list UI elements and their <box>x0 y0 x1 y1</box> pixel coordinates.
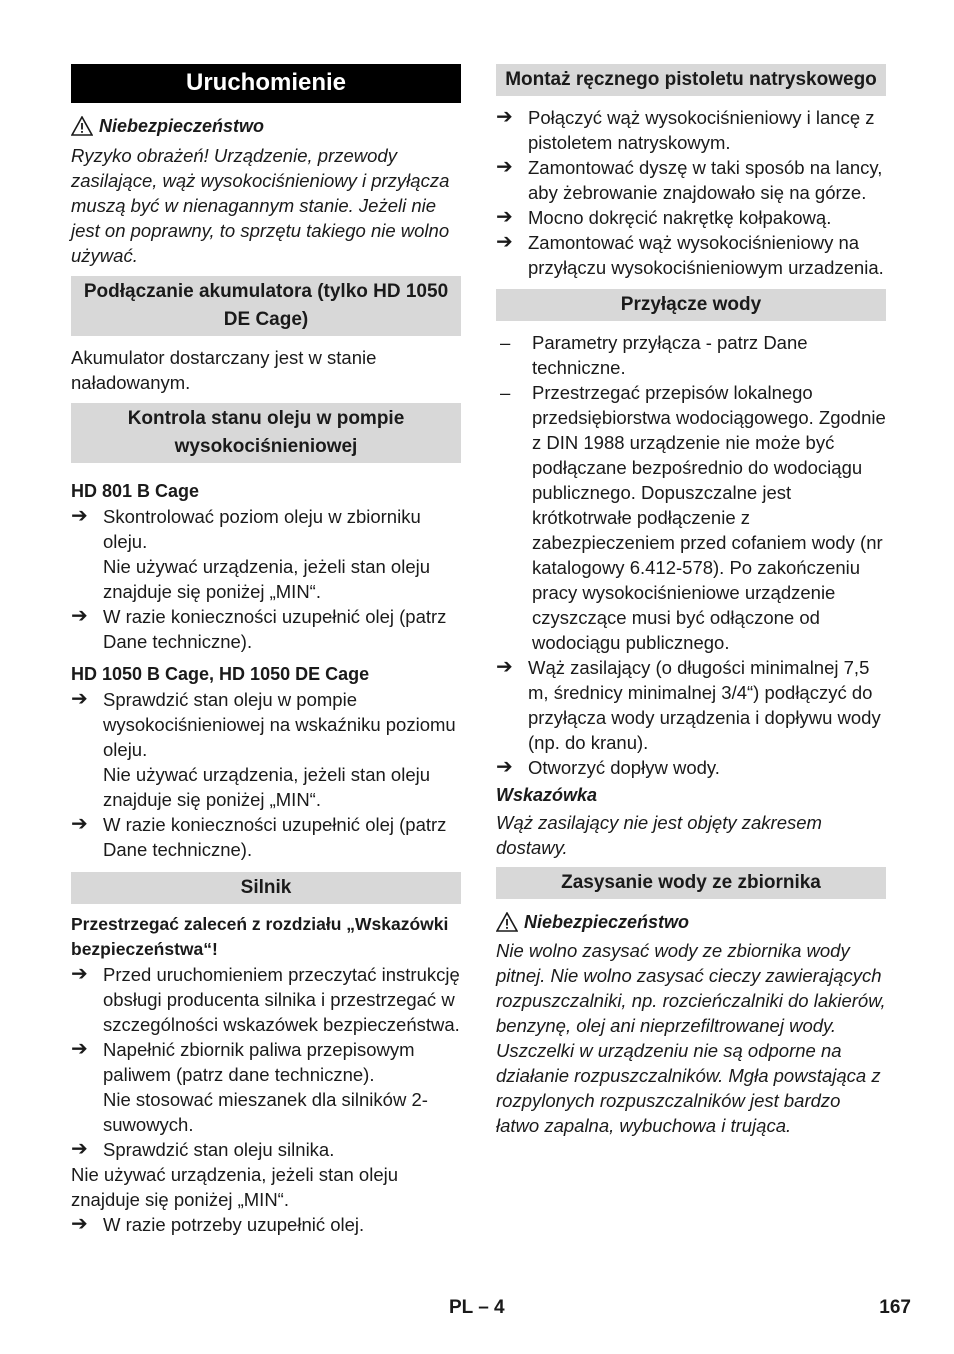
list-item <box>71 504 461 554</box>
list-item-text: Zamontować dyszę w taki sposób na lancy, aby żebrowanie znajdowało się na górze. <box>528 157 883 203</box>
list-item-text: W razie konieczności uzupełnić olej (patrz Dane techniczne). <box>103 814 447 860</box>
list-item-text: W razie potrzeby uzupełnić olej. <box>103 1214 365 1235</box>
arrow-right-icon: ➔ <box>71 505 88 527</box>
arrow-right-icon: ➔ <box>496 756 513 778</box>
page-title: Uruchomienie <box>71 64 461 103</box>
danger-label: Niebezpieczeństwo <box>99 116 265 136</box>
list-item-text: Wąż zasilający (o długości minimalnej 7,5 m, średnicy minimalnej 3/4“) podłączyć do przyłącza wody urządzenia i dopływu wody (np. do kranu). <box>528 657 881 753</box>
arrow-right-icon: ➔ <box>71 1213 88 1235</box>
danger-label: Niebezpieczeństwo <box>524 912 690 932</box>
section-water-heading: Przyłącze wody <box>496 289 886 321</box>
battery-text: Akumulator dostarczany jest w stanie naładowanym. <box>71 347 377 393</box>
arrow-right-icon: ➔ <box>71 688 88 710</box>
page-number: 167 <box>879 1297 911 1318</box>
dash-bullet: – <box>500 382 511 403</box>
note-text: Nie stosować mieszanek dla silników 2-suwowych. <box>103 1089 428 1135</box>
list-item <box>71 687 461 762</box>
left-column <box>71 64 461 1237</box>
model-hd801-heading: HD 801 B Cage <box>71 481 200 501</box>
arrow-right-icon: ➔ <box>496 106 513 128</box>
danger-heading <box>71 114 461 138</box>
list-item-text: Zamontować wąż wysokociśnieniowy na przyłączu wysokociśnieniowym urzadzenia. <box>528 232 884 278</box>
list-item <box>496 105 886 155</box>
engine-after-text: Nie używać urządzenia, jeżeli stan oleju znajduje się poniżej „MIN“. <box>71 1164 399 1210</box>
list-item <box>71 1137 461 1162</box>
hint-label: Wskazówka <box>496 785 598 805</box>
list-item <box>496 380 886 655</box>
list-item-text: Przed uruchomieniem przeczytać instrukcję obsługi producenta silnika i przestrzegać w szczególności wskazówek bezpieczeństwa. <box>103 964 460 1035</box>
list-item-text: Parametry przyłącza - patrz Dane techniczne. <box>532 332 808 378</box>
arrow-right-icon: ➔ <box>496 656 513 678</box>
list-item <box>496 205 886 230</box>
model-hd1050-heading: HD 1050 B Cage, HD 1050 DE Cage <box>71 664 370 684</box>
list-item <box>496 230 886 280</box>
section-engine-heading: Silnik <box>71 872 461 904</box>
list-item <box>71 812 461 862</box>
list-item <box>71 1212 461 1237</box>
list-item <box>496 755 886 780</box>
danger-text: Nie wolno zasysać wody ze zbiornika wody pitnej. Nie wolno zasysać cieczy zawierających rozpuszczalniki, np. rozcieńczalniki do lakierów, benzynę, olej ani nieprzefiltrowanej wody. Uszczelki w urządzeniu nie są odporne na działanie rozpuszczalników. Mgła powstająca z rozpylonych rozpuszczalników jest bardzo łatwo zapalna, wybuchowa i trująca. <box>496 940 886 1136</box>
arrow-right-icon: ➔ <box>71 1138 88 1160</box>
list-item-text: W razie konieczności uzupełnić olej (patrz Dane techniczne). <box>103 606 447 652</box>
list-item <box>496 330 886 380</box>
arrow-right-icon: ➔ <box>496 156 513 178</box>
arrow-right-icon: ➔ <box>71 605 88 627</box>
warning-triangle-icon <box>71 116 93 136</box>
list-item-text: Sprawdzić stan oleju w pompie wysokociśnieniowej na wskaźniku poziomu oleju. <box>103 689 456 760</box>
section-gun-heading: Montaż ręcznego pistoletu natryskowego <box>496 64 886 96</box>
section-oil-heading: Kontrola stanu oleju w pompie wysokociśnieniowej <box>71 403 461 463</box>
arrow-right-icon: ➔ <box>496 206 513 228</box>
list-item <box>496 155 886 205</box>
list-item <box>496 655 886 755</box>
arrow-right-icon: ➔ <box>71 963 88 985</box>
dash-bullet: – <box>500 332 511 353</box>
engine-note: Przestrzegać zaleceń z rozdziału „Wskazówki bezpieczeństwa“! <box>71 914 449 959</box>
list-item-text: Mocno dokręcić nakrętkę kołpakową. <box>528 207 832 228</box>
section-battery-heading: Podłączanie akumulatora (tylko HD 1050 DE Cage) <box>71 276 461 336</box>
list-item <box>71 962 461 1037</box>
warning-triangle-icon <box>496 912 518 932</box>
right-column <box>496 64 886 1138</box>
list-item-text: Przestrzegać przepisów lokalnego przedsiębiorstwa wodociągowego. Zgodnie z DIN 1988 urządzenie nie może być podłączane bezpośrednio do wodociągu publicznego. Dopuszczalne jest krótkotrwałe podłączenie z zabezpieczeniem przed cofaniem wody (nr katalogowy 6.412-578). Po zakończeniu pracy wysokociśnieniowe urządzenie czyszczące musi być odłączone od wodociągu publicznego. <box>532 382 886 653</box>
arrow-right-icon: ➔ <box>71 813 88 835</box>
note-text: Nie używać urządzenia, jeżeli stan oleju znajduje się poniżej „MIN“. <box>103 764 431 810</box>
danger-heading <box>496 910 886 934</box>
hint-text: Wąż zasilający nie jest objęty zakresem dostawy. <box>496 812 822 858</box>
danger-text: Ryzyko obrażeń! Urządzenie, przewody zasilające, wąż wysokociśnieniowy i przyłącza muszą być w nienagannym stanie. Jeżeli nie jest on poprawny, to sprzętu takiego nie wolno używać. <box>71 145 450 266</box>
note-text: Nie używać urządzenia, jeżeli stan oleju znajduje się poniżej „MIN“. <box>103 556 431 602</box>
arrow-right-icon: ➔ <box>496 231 513 253</box>
arrow-right-icon: ➔ <box>71 1038 88 1060</box>
list-item-text: Połączyć wąż wysokociśnieniowy i lancę z pistoletem natryskowym. <box>528 107 875 153</box>
footer-language-page: PL – 4 <box>449 1297 505 1318</box>
section-tank-heading: Zasysanie wody ze zbiornika <box>496 867 886 899</box>
list-item-text: Otworzyć dopływ wody. <box>528 757 720 778</box>
list-item <box>71 1037 461 1087</box>
list-item-text: Napełnić zbiornik paliwa przepisowym paliwem (patrz dane techniczne). <box>103 1039 415 1085</box>
list-item <box>71 604 461 654</box>
list-item-text: Sprawdzić stan oleju silnika. <box>103 1139 335 1160</box>
list-item-text: Skontrolować poziom oleju w zbiorniku oleju. <box>103 506 421 552</box>
